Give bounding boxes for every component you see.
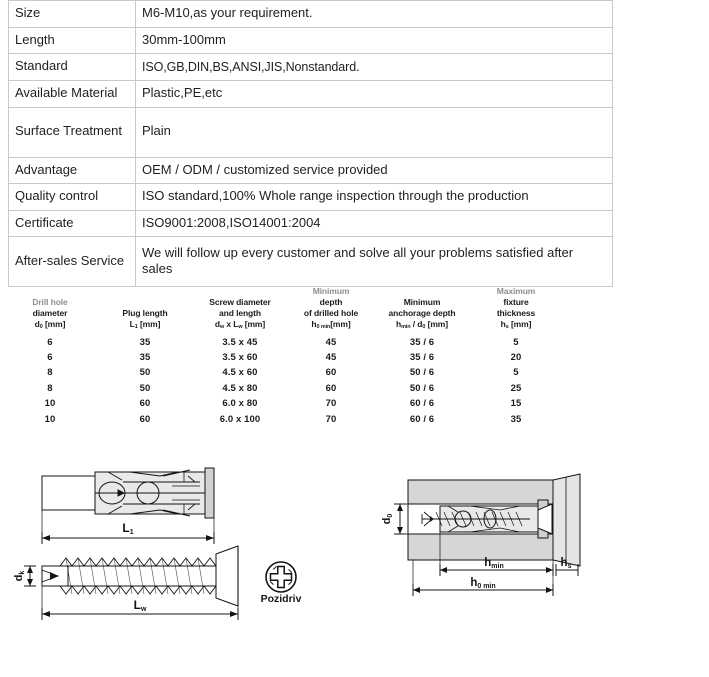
cell-min-drill-depth: 70: [325, 398, 337, 410]
spec-label-certificate: Certificate: [9, 210, 136, 237]
technical-drawings-svg: [0, 462, 709, 642]
spec-value-standard: ISO,GB,DIN,BS,ANSI,JIS,Nonstandard.: [136, 54, 613, 81]
cell-max-fixture-thickness: 20: [510, 352, 522, 364]
cell-min-drill-depth: 60: [325, 382, 337, 394]
table-row: [9, 107, 613, 157]
cell-min-anchorage-depth: 35 / 6: [409, 352, 435, 364]
col-header-minimum-anchorage-depth: Minimum anchorage depth $h_{min} / d_0$ [mm]: [388, 296, 456, 330]
table-row: [0, 350, 560, 365]
cell-min-anchorage-depth: 50 / 6: [409, 367, 435, 379]
col-header-plug-length: Plug length $L_1$ [mm]: [122, 307, 168, 330]
spec-value-available-material: Plastic,PE,etc: [136, 80, 613, 107]
spec-value-certificate: ISO9001:2008,ISO14001:2004: [136, 210, 613, 237]
cell-screw-dia-length: 4.5 x 80: [222, 382, 258, 394]
cell-plug-length: 60: [139, 398, 151, 410]
table-row: [0, 381, 560, 396]
spec-value-size: M6-M10,as your requirement.: [136, 1, 613, 28]
pozidriv-label: Pozidriv: [260, 593, 302, 605]
cell-min-drill-depth: 45: [325, 352, 337, 364]
spec-table-body: [9, 1, 613, 287]
table-row: [9, 210, 613, 237]
fixture-thickness-dimension-label: hs: [560, 557, 572, 570]
cell-min-anchorage-depth: 50 / 6: [409, 382, 435, 394]
cell-plug-length: 60: [139, 413, 151, 425]
screw-head-diameter-label: dk: [13, 570, 26, 582]
cell-drill-hole-diameter: 6: [47, 352, 53, 364]
cell-screw-dia-length: 6.0 x 80: [222, 398, 258, 410]
spec-label-after-sales-service: After-sales Service: [9, 237, 136, 287]
installed-assembly-drawing: [394, 474, 580, 596]
table-row: [9, 157, 613, 184]
cell-drill-hole-diameter: 8: [47, 382, 53, 394]
table-row: [9, 80, 613, 107]
cell-screw-dia-length: 3.5 x 45: [222, 336, 258, 348]
cell-min-drill-depth: 60: [325, 367, 337, 379]
spec-value-length: 30mm-100mm: [136, 27, 613, 54]
spec-label-available-material: Available Material: [9, 80, 136, 107]
table-row: [9, 1, 613, 28]
cell-min-anchorage-depth: 60 / 6: [409, 413, 435, 425]
cell-min-drill-depth: 70: [325, 413, 337, 425]
table-row: [0, 365, 560, 380]
screw-drawing: [24, 546, 238, 620]
col-header-screw-diameter-and-length: Screw diameter and length $d_w$ x $L_w$ [mm]: [209, 296, 271, 330]
table-row: [9, 237, 613, 287]
cell-drill-hole-diameter: 8: [47, 367, 53, 379]
cell-max-fixture-thickness: 5: [513, 336, 519, 348]
screw-length-dimension-label: Lw: [133, 598, 147, 613]
min-drilled-hole-depth-dimension-label: h0 min: [470, 577, 496, 590]
table-row: [0, 411, 560, 426]
technical-dimensions-table: [0, 286, 560, 427]
table-row: [9, 54, 613, 81]
cell-screw-dia-length: 4.5 x 60: [222, 367, 258, 379]
col-header-drill-hole-diameter: Drill hole diameter $d_0$ [mm]: [32, 296, 68, 330]
cell-drill-hole-diameter: 10: [44, 413, 56, 425]
spec-value-after-sales-service: We will follow up every customer and solve all your problems satisfied after sales: [136, 237, 613, 287]
cell-min-anchorage-depth: 60 / 6: [409, 398, 435, 410]
spec-value-quality-control: ISO standard,100% Whole range inspection through the production: [136, 184, 613, 211]
spec-label-advantage: Advantage: [9, 157, 136, 184]
product-specification-table: [8, 0, 613, 287]
cell-screw-dia-length: 6.0 x 100: [219, 413, 261, 425]
technical-data-section: [0, 286, 709, 427]
min-anchorage-depth-dimension-label: hmin: [484, 557, 504, 570]
cell-screw-dia-length: 3.5 x 60: [222, 352, 258, 364]
plug-length-dimension-label: L1: [122, 521, 134, 536]
pozidriv-drive-icon: [266, 562, 296, 592]
spec-label-size: Size: [9, 1, 136, 28]
cell-min-drill-depth: 45: [325, 336, 337, 348]
cell-drill-hole-diameter: 6: [47, 336, 53, 348]
cell-max-fixture-thickness: 15: [510, 398, 522, 410]
technical-table-body: [0, 335, 560, 427]
cell-plug-length: 35: [139, 336, 151, 348]
spec-label-quality-control: Quality control: [9, 184, 136, 211]
technical-table-head: [0, 286, 560, 335]
cell-plug-length: 35: [139, 352, 151, 364]
spec-value-advantage: OEM / ODM / customized service provided: [136, 157, 613, 184]
spec-label-standard: Standard: [9, 54, 136, 81]
spec-label-surface-treatment: Surface Treatment: [9, 107, 136, 157]
cell-plug-length: 50: [139, 367, 151, 379]
spec-label-length: Length: [9, 27, 136, 54]
spec-value-surface-treatment: Plain: [136, 107, 613, 157]
table-row: [0, 396, 560, 411]
col-header-minimum-depth-of-drilled-hole: Minimum depth of drilled hole $h_{0 min}[mm]$: [303, 286, 359, 330]
technical-drawings-group: [0, 462, 709, 642]
table-row: [0, 335, 560, 350]
col-header-maximum-fixture-thickness: Maximum fixture thickness $h_s$ [mm]: [496, 286, 536, 330]
cell-plug-length: 50: [139, 382, 151, 394]
cell-drill-hole-diameter: 10: [44, 398, 56, 410]
cell-max-fixture-thickness: 5: [513, 367, 519, 379]
table-header-row: [0, 286, 560, 335]
table-row: [9, 184, 613, 211]
table-row: [9, 27, 613, 54]
cell-max-fixture-thickness: 35: [510, 413, 522, 425]
drill-hole-diameter-dimension-label: d0: [381, 513, 394, 525]
cell-max-fixture-thickness: 25: [510, 382, 522, 394]
cell-min-anchorage-depth: 35 / 6: [409, 336, 435, 348]
